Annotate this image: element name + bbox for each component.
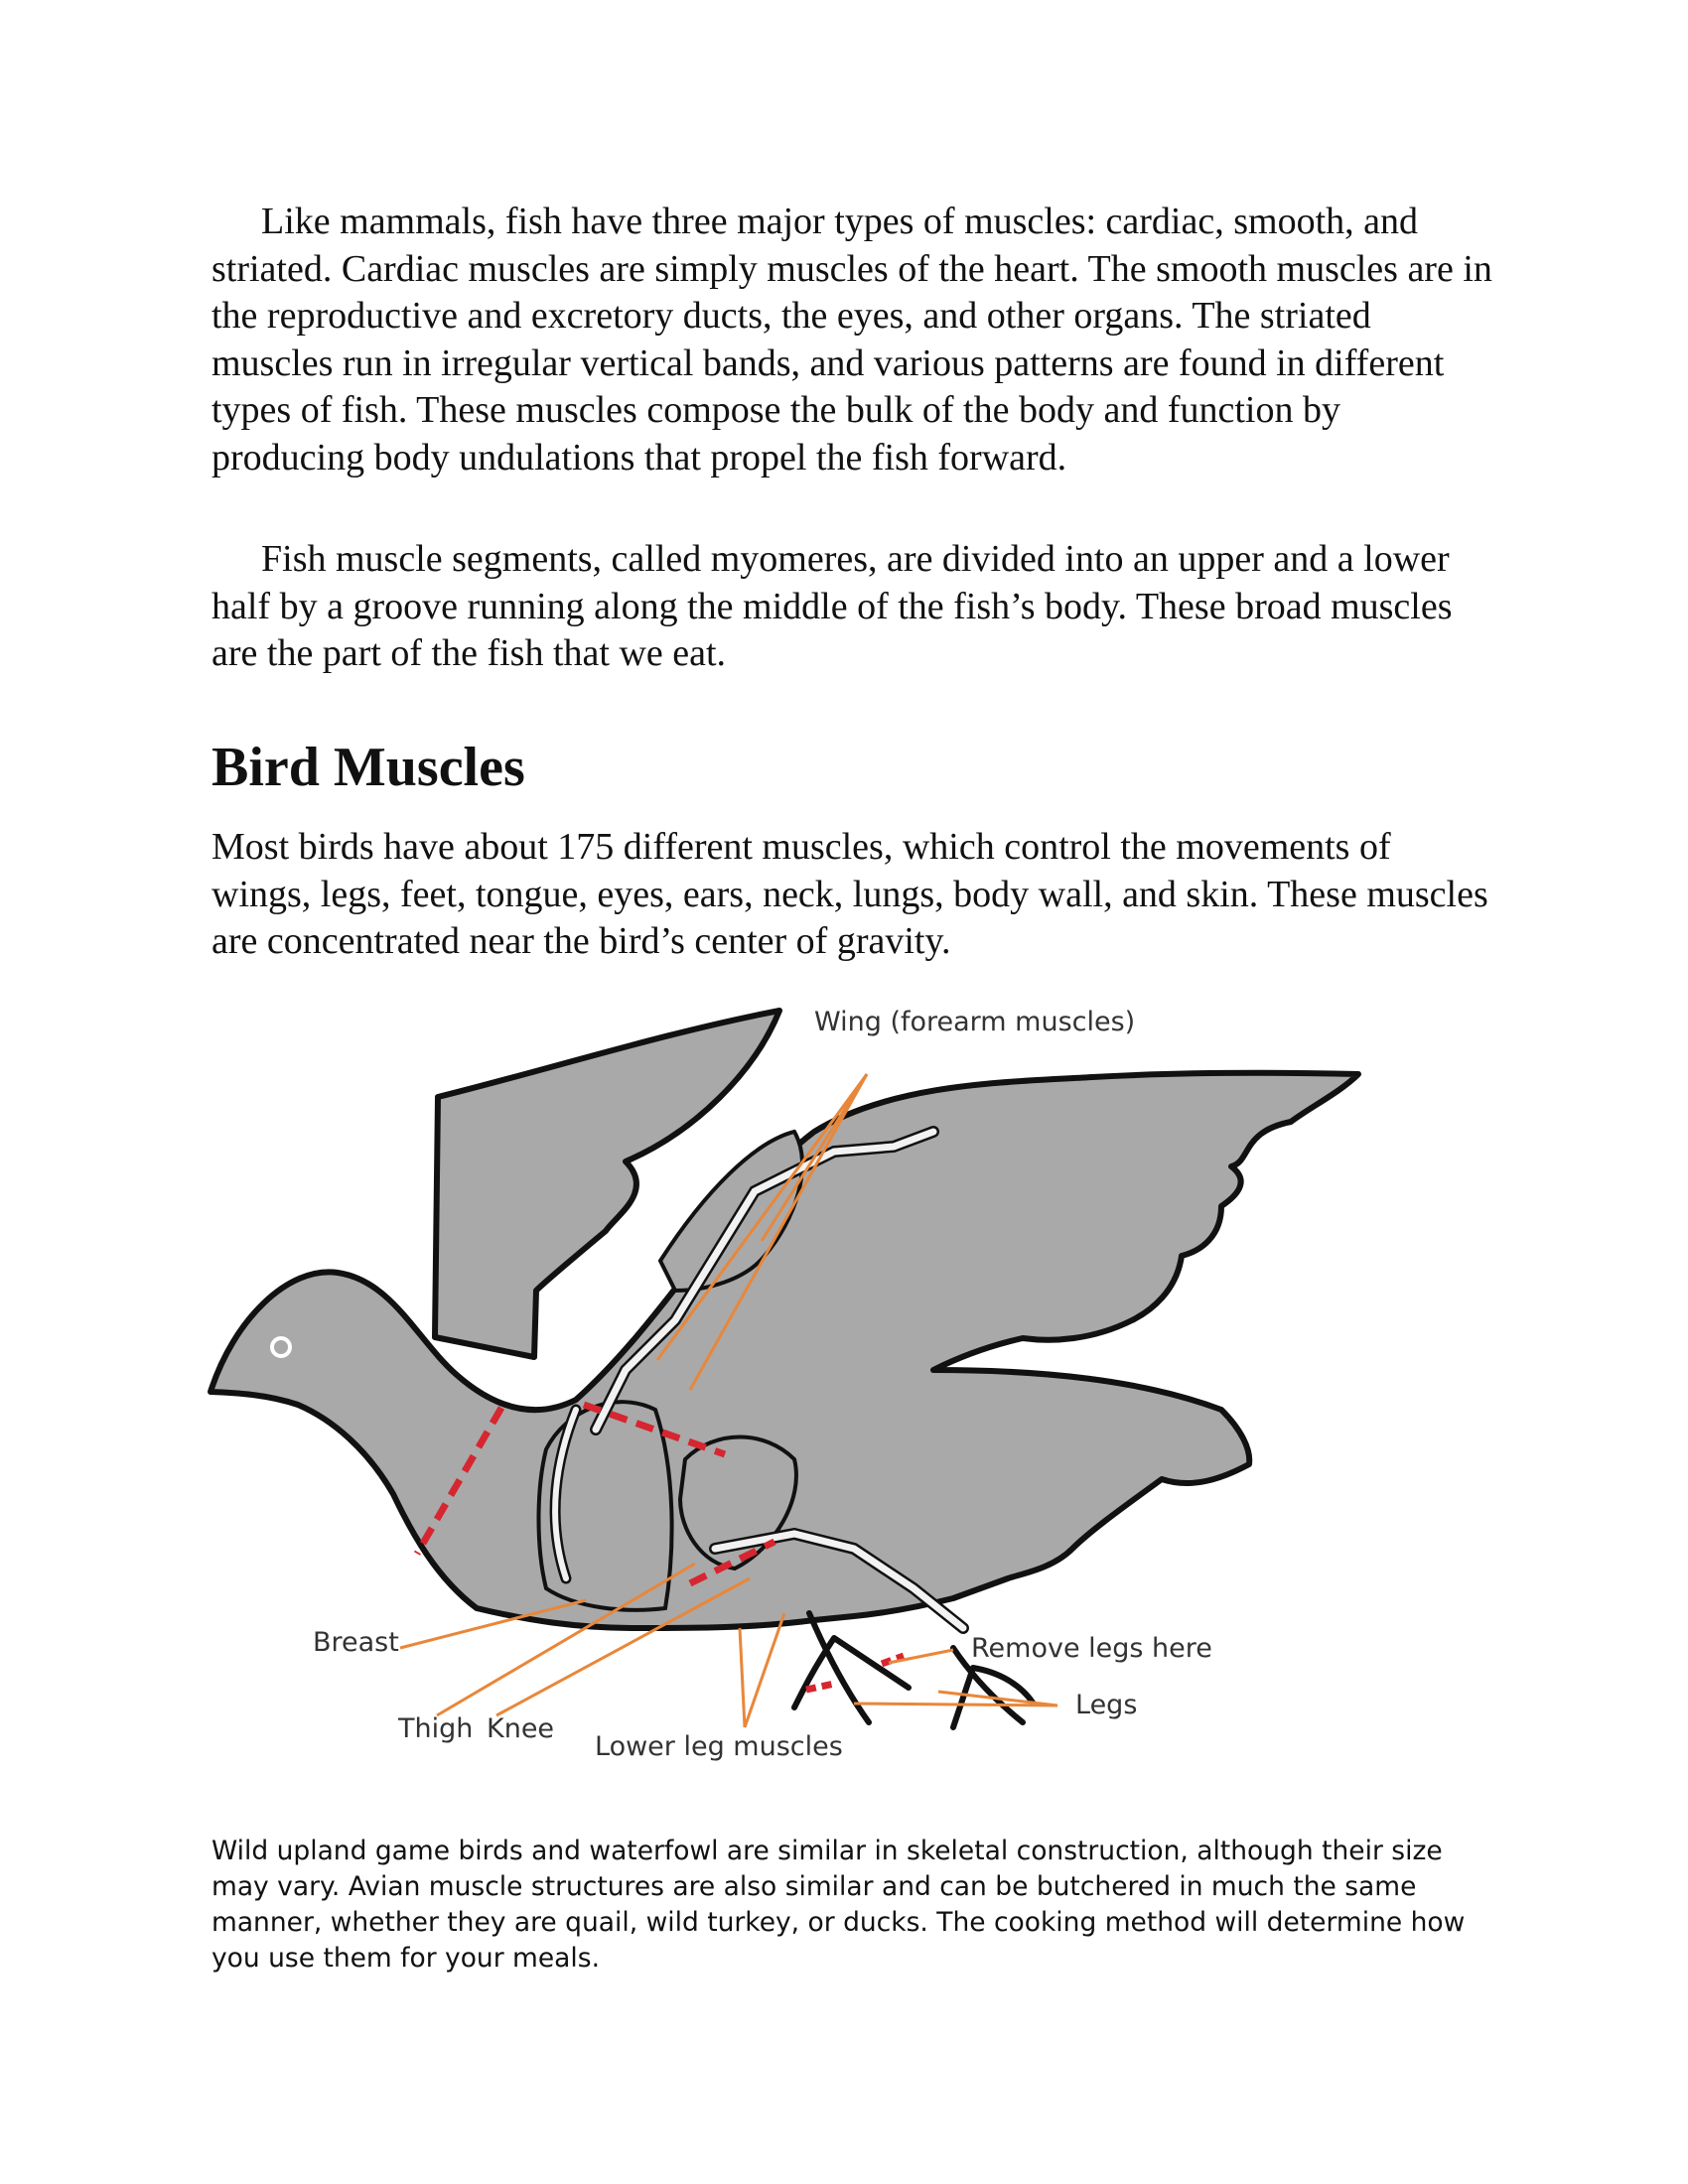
foot-cut-line <box>806 1684 834 1690</box>
paragraph-fish-muscle-types: Like mammals, fish have three major types of muscles: cardiac, smooth, and striated. Cardiac muscles are simply muscles of the heart. The smooth muscles are in the reproductive and excretory ducts, the eyes, and other organs. The striated muscles run in irregular vertical bands, and various patterns are found in different types of fish. These muscles compose the bulk of the body and function by producing body undulations that propel the fish forward. <box>211 201 1492 478</box>
label-legs: Legs <box>1075 1690 1138 1720</box>
lower-leg-leader-2 <box>740 1628 745 1727</box>
label-wing: Wing (forearm muscles) <box>814 1007 1136 1037</box>
section-heading: Bird Muscles <box>211 737 525 798</box>
label-breast: Breast <box>313 1627 399 1658</box>
label-knee: Knee <box>487 1713 555 1744</box>
label-thigh: Thigh <box>398 1713 474 1744</box>
lower-leg-leader-1 <box>745 1613 784 1727</box>
section-intro: Most birds have about 175 different muscles, which control the movements of wings, legs, feet, tongue, eyes, ears, neck, lungs, body wall, and skin. These muscles are concentrated near the bird’s center of gravity. <box>211 826 1488 962</box>
label-lower-leg-muscles: Lower leg muscles <box>595 1731 843 1762</box>
bird-muscle-illustration <box>199 993 1489 1827</box>
label-remove-legs-here: Remove legs here <box>971 1633 1212 1664</box>
legs-leader-2 <box>854 1704 1057 1706</box>
paragraph-myomeres: Fish muscle segments, called myomeres, are divided into an upper and a lower half by a groove running along the middle of the fish’s body. These broad muscles are the part of the fish that we eat. <box>211 538 1453 674</box>
left-foot <box>794 1613 909 1722</box>
figure-caption: Wild upland game birds and waterfowl are similar in skeletal construction, although their size may vary. Avian muscle structures are also similar and can be butchered in much the same manner, whether they are quail, wild turkey, or ducks. The cooking method will determine how you use them for your meals. <box>211 1836 1466 1974</box>
